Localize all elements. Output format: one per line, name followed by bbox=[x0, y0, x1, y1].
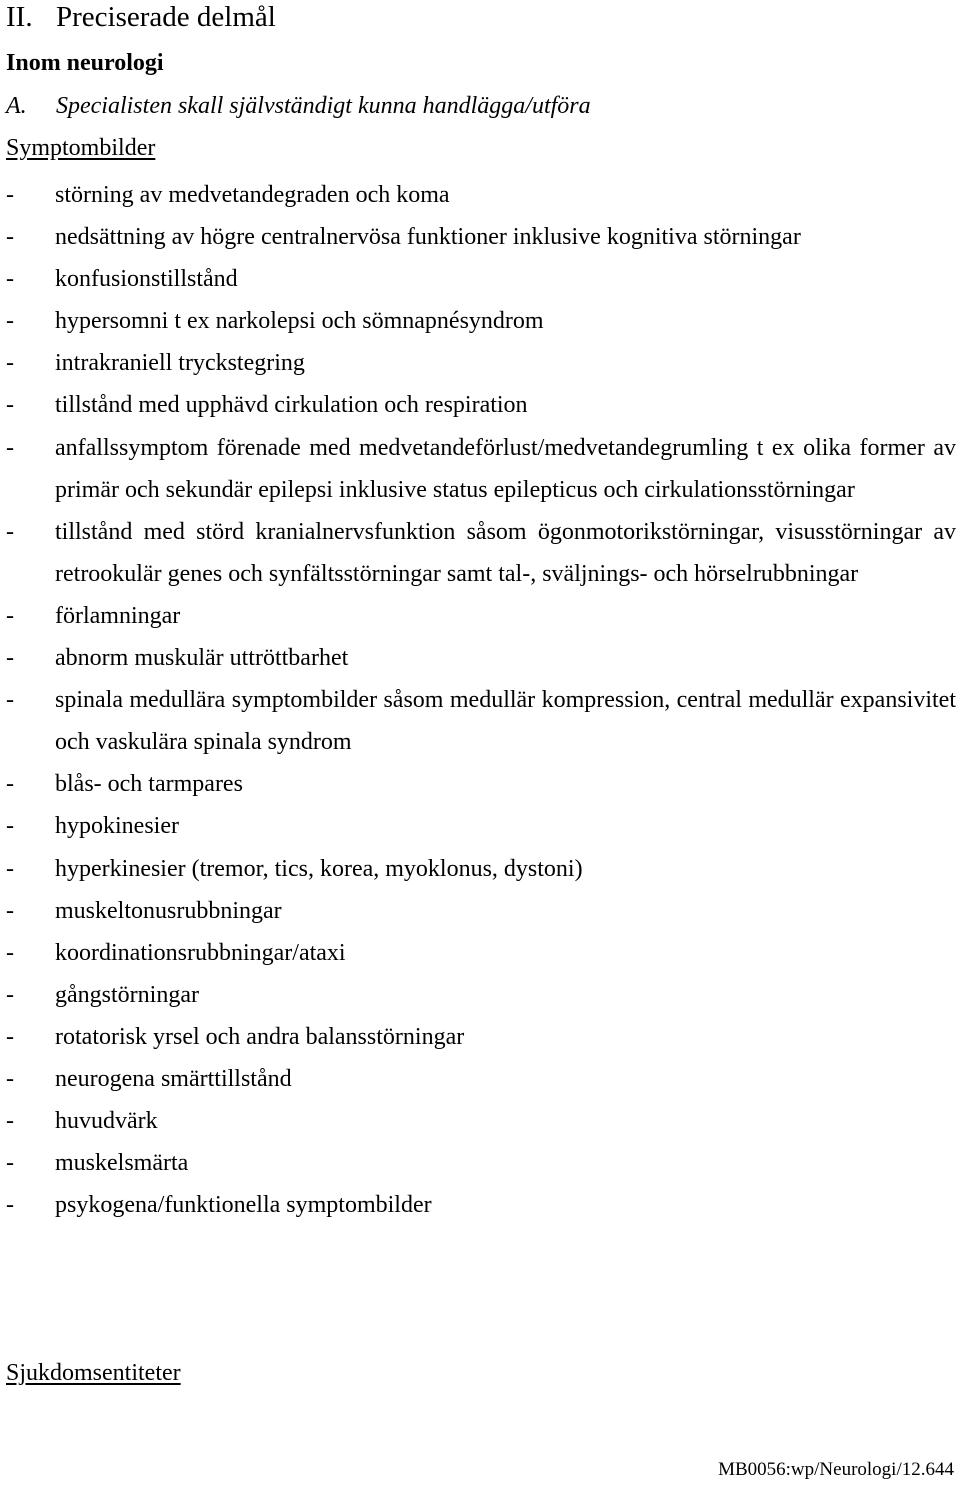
section-number: II. bbox=[6, 1, 33, 33]
list-item bbox=[6, 216, 956, 258]
list-item-text: hyperkinesier (tremor, tics, korea, myoklonus, dystoni) bbox=[55, 855, 583, 882]
list-bullet: - bbox=[6, 266, 14, 293]
symptom-section-label: Symptombilder bbox=[6, 135, 156, 161]
list-item bbox=[6, 974, 956, 1016]
section-heading bbox=[6, 0, 276, 37]
list-bullet: - bbox=[6, 1150, 14, 1177]
list-item bbox=[6, 342, 956, 384]
list-item bbox=[6, 637, 956, 679]
list-bullet: - bbox=[6, 981, 14, 1008]
list-bullet: - bbox=[6, 224, 14, 251]
list-bullet: - bbox=[6, 1192, 14, 1219]
list-item bbox=[6, 1100, 956, 1142]
list-item bbox=[6, 1058, 956, 1100]
list-bullet: - bbox=[6, 1108, 14, 1135]
list-item-text: koordinationsrubbningar/ataxi bbox=[55, 939, 346, 966]
list-item-text: psykogena/funktionella symptombilder bbox=[55, 1192, 432, 1219]
list-bullet: - bbox=[6, 855, 14, 882]
list-bullet: - bbox=[6, 602, 14, 629]
list-item-text: hypokinesier bbox=[55, 813, 179, 840]
list-item-text: muskelsmärta bbox=[55, 1150, 189, 1177]
list-item bbox=[6, 1142, 956, 1184]
list-item-text: gångstörningar bbox=[55, 981, 199, 1008]
list-item-text: förlamningar bbox=[55, 602, 181, 629]
list-item bbox=[6, 300, 956, 342]
list-item-text: neurogena smärttillstånd bbox=[55, 1065, 292, 1092]
list-item-text: konfusionstillstånd bbox=[55, 266, 238, 293]
list-bullet: - bbox=[6, 1023, 14, 1050]
list-bullet: - bbox=[6, 392, 14, 419]
list-item-text: störning av medvetandegraden och koma bbox=[55, 182, 450, 208]
list-item bbox=[6, 258, 956, 300]
intro-line bbox=[6, 90, 591, 122]
list-bullet: - bbox=[6, 434, 14, 461]
list-item bbox=[6, 595, 956, 637]
list-item bbox=[6, 427, 956, 511]
list-item-text: blås- och tarmpares bbox=[55, 771, 243, 798]
list-item bbox=[6, 174, 956, 216]
intro-text: Specialisten skall självständigt kunna handlägga/utföra bbox=[56, 93, 591, 119]
list-bullet: - bbox=[6, 897, 14, 924]
disease-section-label: Sjukdomsentiteter bbox=[6, 1360, 181, 1386]
intro-letter: A. bbox=[6, 93, 27, 119]
list-item-text: tillstånd med upphävd cirkulation och respiration bbox=[55, 392, 528, 419]
list-item-text: tillstånd med störd kranialnervsfunktion såsom ögonmotorikstörningar, visusstörningar av retrookulär genes och synfältsstörningar samt tal-, sväljnings- och hörselrubbningar bbox=[55, 518, 956, 587]
list-item-text: spinala medullära symptombilder såsom medullär kompression, central medullär expansivitet och vaskulära spinala syndrom bbox=[55, 687, 956, 756]
document-reference: MB0056:wp/Neurologi/12.644 bbox=[718, 1459, 954, 1480]
list-item bbox=[6, 1184, 956, 1226]
list-item bbox=[6, 848, 956, 890]
list-bullet: - bbox=[6, 687, 14, 714]
list-item bbox=[6, 932, 956, 974]
list-item bbox=[6, 679, 956, 763]
list-bullet: - bbox=[6, 813, 14, 840]
list-item-text: nedsättning av högre centralnervösa funktioner inklusive kognitiva störningar bbox=[55, 224, 801, 251]
list-item bbox=[6, 511, 956, 595]
list-item-text: intrakraniell tryckstegring bbox=[55, 350, 305, 377]
list-item bbox=[6, 805, 956, 847]
list-item-text: rotatorisk yrsel och andra balansstörningar bbox=[55, 1023, 465, 1050]
list-item bbox=[6, 384, 956, 426]
list-item-text: muskeltonusrubbningar bbox=[55, 897, 282, 924]
list-item bbox=[6, 1016, 956, 1058]
list-item bbox=[6, 763, 956, 805]
list-item-text: hypersomni t ex narkolepsi och sömnapnésyndrom bbox=[55, 308, 544, 335]
list-item-text: huvudvärk bbox=[55, 1108, 158, 1135]
symptom-list bbox=[6, 174, 956, 1226]
list-bullet: - bbox=[6, 182, 14, 208]
list-item-text: anfallssymptom förenade med medvetandeförlust/medvetandegrumling t ex olika former av primär och sekundär epilepsi inklusive status epilepticus och cirkulationsstörningar bbox=[55, 434, 956, 503]
list-bullet: - bbox=[6, 350, 14, 377]
list-bullet: - bbox=[6, 308, 14, 335]
list-bullet: - bbox=[6, 939, 14, 966]
list-bullet: - bbox=[6, 771, 14, 798]
list-bullet: - bbox=[6, 645, 14, 672]
list-bullet: - bbox=[6, 1065, 14, 1092]
list-item-text: abnorm muskulär uttröttbarhet bbox=[55, 645, 349, 672]
section-title: Preciserade delmål bbox=[56, 1, 276, 33]
list-item bbox=[6, 890, 956, 932]
list-bullet: - bbox=[6, 518, 14, 545]
subheading: Inom neurologi bbox=[6, 50, 164, 76]
